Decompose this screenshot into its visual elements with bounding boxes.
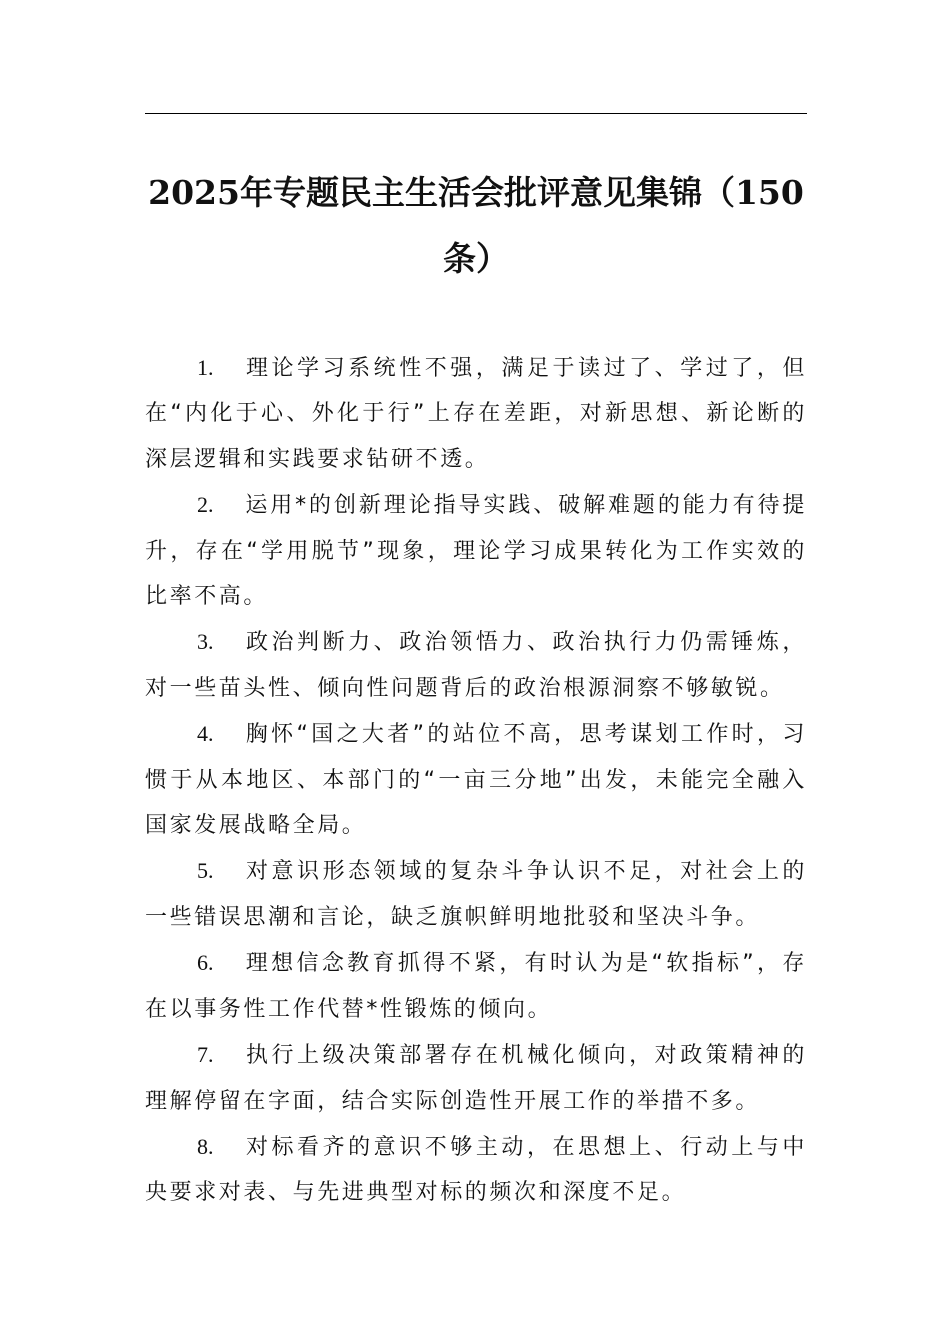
item-number: 4. <box>197 721 214 747</box>
list-item <box>145 848 807 940</box>
item-number: 1. <box>197 355 214 380</box>
item-text: 理想信念教育抓得不紧，有时认为是“软指标”，存在以事务性工作代替*性锻炼的倾向。 <box>145 951 807 1022</box>
list-item <box>145 1124 807 1216</box>
item-number: 8. <box>197 1133 214 1159</box>
item-text: 政治判断力、政治领悟力、政治执行力仍需锤炼，对一些苗头性、倾向性问题背后的政治根源洞察不够敏锐。 <box>145 630 807 701</box>
list-item <box>145 1032 807 1124</box>
list-item <box>145 940 807 1032</box>
item-number: 5. <box>197 858 214 884</box>
item-text: 执行上级决策部署存在机械化倾向，对政策精神的理解停留在字面，结合实际创造性开展工作的举措不多。 <box>145 1043 807 1114</box>
item-text: 胸怀“国之大者”的站位不高，思考谋划工作时，习惯于从本地区、本部门的“一亩三分地”出发，未能完全融入国家发展战略全局。 <box>145 722 807 839</box>
item-text: 对标看齐的意识不够主动，在思想上、行动上与中央要求对表、与先进典型对标的频次和深度不足。 <box>145 1134 807 1206</box>
item-text: 对意识形态领域的复杂斗争认识不足，对社会上的一些错误思潮和言论，缺乏旗帜鲜明地批驳和坚决斗争。 <box>145 859 807 930</box>
item-number: 2. <box>197 492 214 518</box>
item-number: 6. <box>197 950 214 976</box>
header-rule <box>145 113 807 114</box>
list-item <box>145 345 807 482</box>
document-body <box>145 345 807 1216</box>
item-number: 3. <box>197 629 214 655</box>
document-title: 2025年专题民主生活会批评意见集锦（150条） <box>148 173 804 278</box>
list-item <box>145 619 807 711</box>
list-item <box>145 711 807 848</box>
item-number: 7. <box>197 1042 214 1068</box>
list-item <box>145 482 807 619</box>
item-text: 理论学习系统性不强，满足于读过了、学过了，但在“内化于心、外化于行”上存在差距，对新思想、新论断的深层逻辑和实践要求钻研不透。 <box>145 356 807 472</box>
item-text: 运用*的创新理论指导实践、破解难题的能力有待提升，存在“学用脱节”现象，理论学习成果转化为工作实效的比率不高。 <box>145 493 807 610</box>
